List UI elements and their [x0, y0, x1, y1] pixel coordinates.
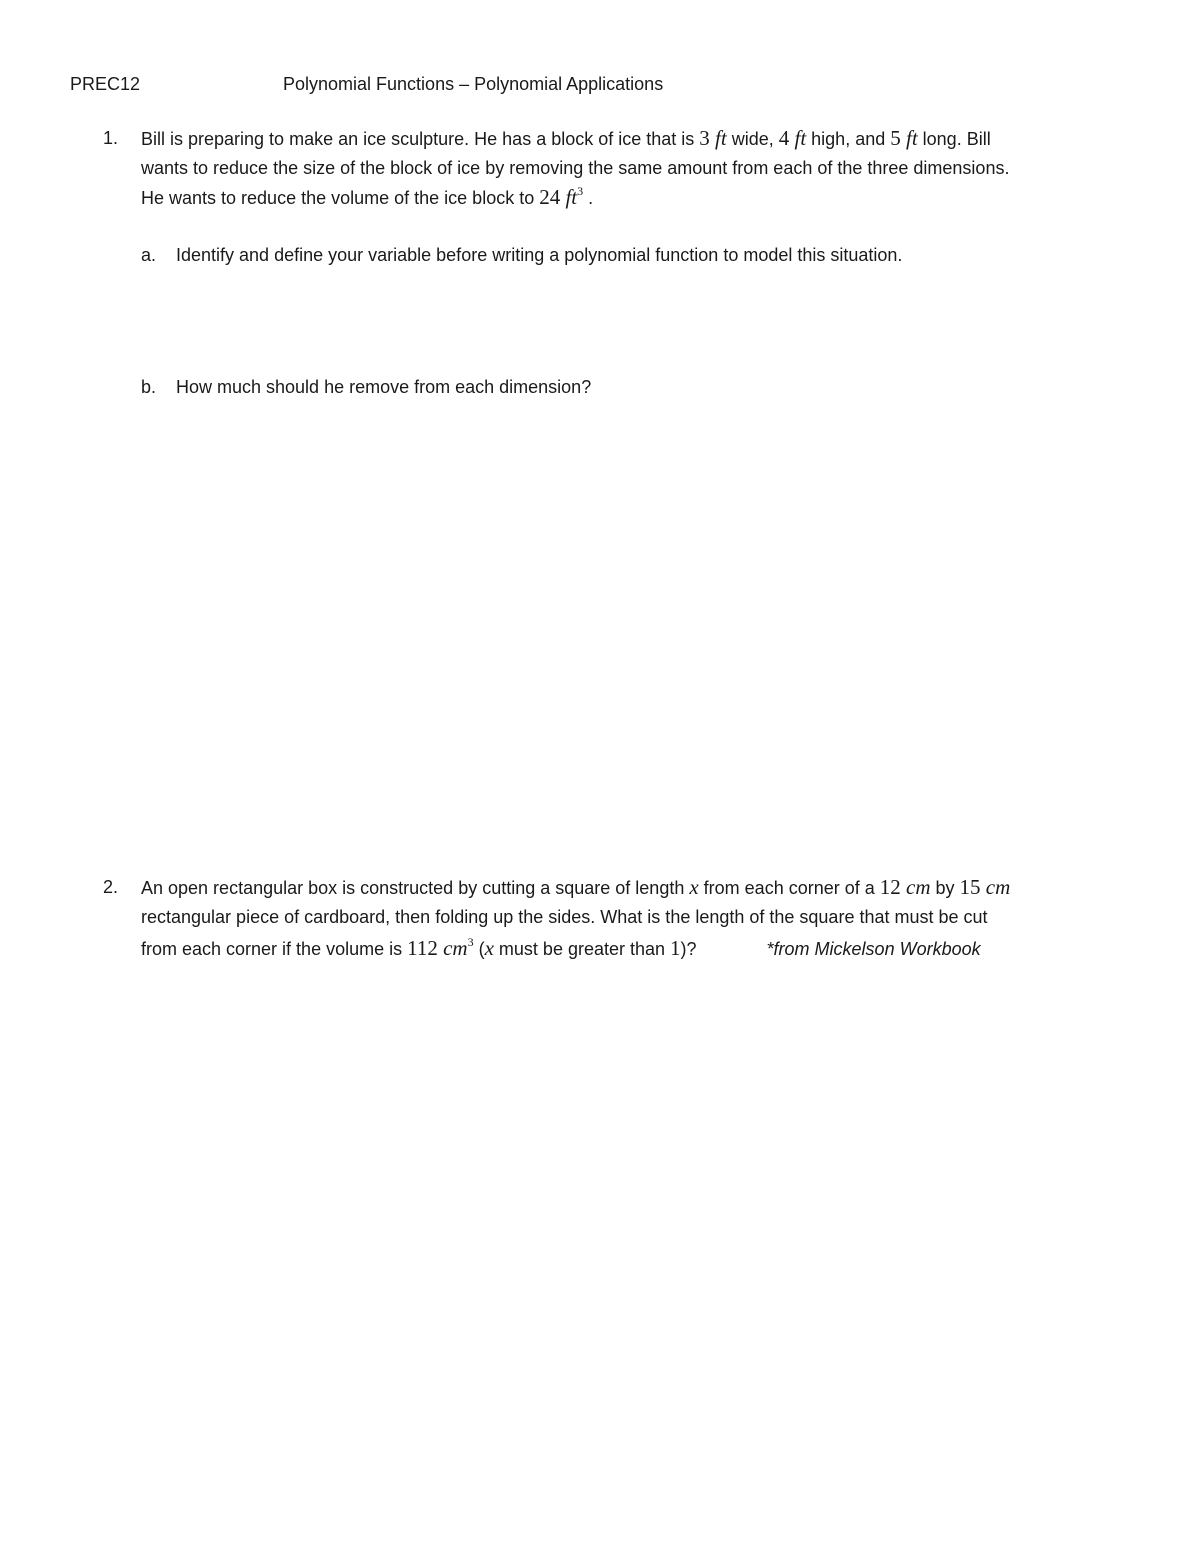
q2-dimension-1: 12 cm: [879, 875, 931, 899]
q1-height-value: 4 ft: [778, 126, 807, 150]
subquestion-b-letter: b.: [141, 377, 157, 397]
q1-text-segment: wide,: [726, 129, 779, 149]
question-1-line-3: He wants to reduce the volume of the ice block to 24 $ft^3$ .: [141, 184, 594, 209]
q1-length-value: 5 ft: [890, 126, 918, 150]
q1-text-segment: long. Bill: [917, 129, 991, 149]
question-2-text: [141, 873, 1126, 964]
question-2-line-3: from each corner if the volume is 112 $cm^3$ (x must be greater than 1)? *from Mickelson Workbook: [141, 935, 981, 960]
q1-width-value: 3 ft: [699, 126, 727, 150]
q2-target-volume: 112 $cm^3$: [407, 935, 474, 960]
question-1-text: [141, 124, 1126, 213]
subquestion-b-text: How much should he remove from each dimension?: [176, 377, 592, 397]
q2-variable-x-condition: x: [484, 936, 494, 960]
question-2-line-2: rectangular piece of cardboard, then folding up the sides. What is the length of the square that must be cut: [141, 907, 988, 927]
question-1-line-2: wants to reduce the size of the block of ice by removing the same amount from each of the three dimensions.: [141, 158, 1010, 178]
source-credit: *from Mickelson Workbook: [766, 939, 981, 959]
question-1-number: 1.: [103, 128, 119, 148]
question-2-line-1: An open rectangular box is constructed by cutting a square of length x from each corner of a 12 cm by 15 cm: [141, 875, 1011, 899]
q1-text-segment: high, and: [806, 129, 891, 149]
page-title: Polynomial Functions – Polynomial Applications: [283, 74, 664, 94]
subquestion-a-text: Identify and define your variable before writing a polynomial function to model this situation.: [176, 245, 903, 265]
question-1-line-1: [141, 124, 1126, 154]
q2-condition-value: 1: [670, 936, 681, 960]
q1-text-segment: Bill is preparing to make an ice sculpture. He has a block of ice that is: [141, 129, 700, 149]
subquestion-a-letter: a.: [141, 245, 157, 265]
q1-target-volume: 24 $ft^3$: [539, 184, 584, 209]
q2-variable-x: x: [689, 875, 699, 899]
course-code: PREC12: [70, 74, 141, 94]
q2-dimension-2: 15 cm: [959, 875, 1011, 899]
question-2-number: 2.: [103, 877, 119, 897]
